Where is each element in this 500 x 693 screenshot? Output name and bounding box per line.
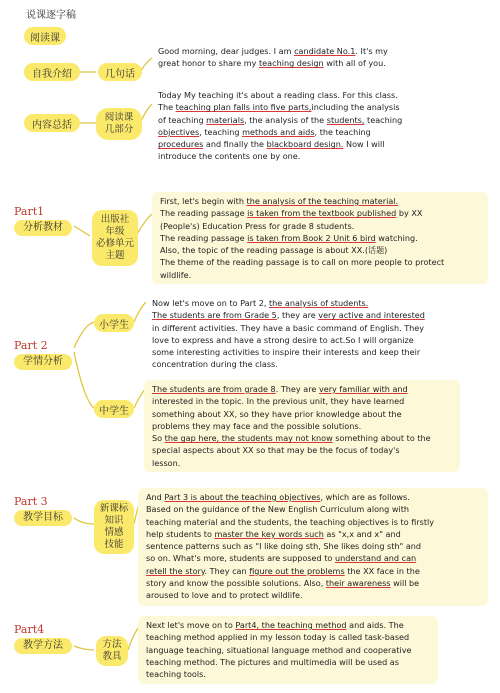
- lesson-type-badge: 阅读课: [24, 27, 66, 45]
- script-line: [158, 114, 412, 126]
- script-text: as "x,x and x" and: [323, 528, 401, 539]
- script-text: sentence patterns such as "I like doing sth, She likes doing sth" and: [146, 541, 422, 552]
- script-text: Good morning, dear judges. I am: [158, 46, 295, 56]
- script-text: teaching method applied in my lesson today is called task-based: [146, 632, 410, 643]
- part3-tag: 情感: [104, 527, 124, 538]
- script-line: [158, 150, 412, 162]
- script-text: Today My teaching it's about a reading class. For this class.: [158, 90, 398, 100]
- script-text: and aids. The: [346, 620, 404, 630]
- part3-tags: [94, 500, 134, 554]
- part4-number: Part4: [14, 623, 45, 636]
- script-line: [152, 358, 476, 370]
- script-text: Now I will: [343, 139, 385, 150]
- key-phrase: objectives: [158, 126, 200, 137]
- part3-script-box: [138, 488, 488, 606]
- script-line: [158, 126, 412, 138]
- script-line: [146, 552, 480, 564]
- part1-number: Part1: [14, 205, 45, 218]
- script-text: . It's my: [355, 46, 388, 56]
- script-line: [146, 589, 480, 601]
- script-text: interested in the topic. In the previous unit, they have learned: [152, 396, 405, 407]
- part2-primary-script-box: [144, 294, 484, 374]
- primary-students-tag: 小学生: [94, 314, 134, 332]
- part3-tag: 技能: [104, 539, 124, 550]
- script-line: [152, 444, 452, 456]
- overview-tag: 阅读课: [104, 112, 134, 123]
- script-text: Next let's move on to: [146, 620, 236, 630]
- key-phrase: very familiar with and: [318, 384, 408, 394]
- script-line: [146, 577, 480, 589]
- script-line: [158, 101, 412, 113]
- key-phrase: is taken from Book 2 Unit 6 bird: [247, 232, 376, 243]
- key-phrase: procedures: [158, 139, 204, 150]
- part2-heading: [14, 340, 72, 370]
- script-text: First, let's begin with: [160, 196, 247, 206]
- key-phrase: figure out the problems: [249, 565, 345, 576]
- script-text: teaching tools.: [146, 669, 206, 680]
- key-phrase: the gap here, the students may not know: [164, 433, 333, 444]
- script-text: introduce the contents one by one.: [158, 151, 301, 162]
- part4-tags: [96, 636, 128, 666]
- script-text: The reading passage: [160, 208, 248, 219]
- intro-script-box: [150, 42, 422, 74]
- script-line: [158, 89, 412, 101]
- script-line: [146, 644, 430, 656]
- key-phrase: understand and can: [334, 553, 417, 564]
- script-text: with all of you.: [323, 58, 386, 69]
- page-title: 说课逐字稿: [26, 10, 76, 21]
- part2-middle-script-box: [144, 380, 460, 472]
- script-text: teaching: [364, 114, 403, 125]
- part1-script-box: [152, 192, 488, 284]
- key-phrase: candidate No.1: [294, 46, 356, 56]
- script-line: [160, 244, 480, 256]
- script-line: [146, 540, 480, 552]
- script-text: And: [146, 492, 165, 502]
- script-line: [146, 503, 480, 515]
- script-text: , they are: [276, 310, 319, 321]
- overview-label: 内容总括: [24, 114, 80, 132]
- script-line: [152, 395, 452, 407]
- script-line: [152, 420, 452, 432]
- key-phrase: Part4, the teaching method: [235, 620, 347, 630]
- script-text: some interesting activities to inspire their interests and keep their: [152, 347, 421, 358]
- part1-tags: [92, 210, 138, 266]
- script-line: [152, 322, 476, 334]
- overview-script-box: [150, 86, 420, 166]
- part1-tag: 年级: [105, 226, 125, 237]
- part2-label: 学情分析: [14, 354, 72, 370]
- script-line: [146, 619, 430, 631]
- script-text: language teaching, situational language method and cooperative: [146, 644, 412, 655]
- script-text: , which are as follows.: [320, 492, 410, 502]
- script-line: [152, 383, 452, 395]
- script-text: So: [152, 433, 165, 444]
- script-text: aroused to love and to protect wildlife.: [146, 590, 303, 601]
- part1-heading: [14, 206, 72, 236]
- script-text: The: [158, 102, 176, 113]
- part3-tag: 知识: [104, 515, 124, 526]
- script-text: will be: [390, 578, 420, 589]
- part4-tag: 方法: [102, 639, 122, 650]
- key-phrase: The students are from grade 8: [152, 384, 276, 394]
- script-text: Based on the guidance of the New English Curriculum along with: [146, 504, 410, 515]
- script-line: [160, 269, 480, 281]
- key-phrase: methods and aids: [242, 126, 315, 137]
- key-phrase: blackboard design.: [266, 139, 344, 150]
- script-line: [146, 491, 480, 503]
- part3-number: Part 3: [14, 495, 48, 508]
- part3-tag: 新课标: [99, 503, 129, 514]
- script-line: [152, 346, 476, 358]
- script-line: [152, 309, 476, 321]
- script-text: something about XX, so they have prior knowledge about the: [152, 408, 402, 419]
- script-text: something about to the: [332, 433, 431, 444]
- script-text: teaching method. The pictures and multimedia will be used as: [146, 656, 399, 667]
- script-text: teaching material and the students, the teaching objectives is to firstly: [146, 516, 435, 527]
- part4-script-box: [138, 616, 438, 684]
- script-line: [160, 256, 480, 268]
- key-phrase: materials: [206, 114, 245, 125]
- script-text: concentration during the class.: [152, 359, 278, 370]
- key-phrase: students,: [326, 114, 365, 125]
- script-text: problems they may face and the possible solutions.: [152, 420, 362, 431]
- script-line: [152, 457, 452, 469]
- script-line: [146, 631, 430, 643]
- script-text: in different activities. They have a basic command of English. They: [152, 322, 425, 333]
- script-line: [146, 668, 430, 680]
- script-text: story and know the possible solutions. Also,: [146, 578, 326, 589]
- script-text: . They are: [275, 384, 319, 394]
- script-line: [152, 432, 452, 444]
- script-line: [146, 656, 430, 668]
- key-phrase: their awareness: [325, 578, 391, 589]
- script-text: special aspects about XX so that may be the focus of today's: [152, 445, 400, 456]
- script-text: . They can: [204, 565, 250, 576]
- key-phrase: retell the story: [146, 565, 205, 576]
- script-line: [158, 57, 414, 69]
- part1-tag: 出版社: [100, 214, 130, 225]
- script-line: [146, 565, 480, 577]
- middle-students-tag: 中学生: [94, 400, 134, 418]
- intro-tag: 几句话: [98, 63, 142, 81]
- script-line: [160, 232, 480, 244]
- part4-tag: 教具: [102, 651, 122, 662]
- script-text: of teaching: [158, 114, 207, 125]
- script-line: [152, 334, 476, 346]
- script-text: help students to: [146, 528, 215, 539]
- script-text: so on. What's more, students are supposed to: [146, 553, 335, 564]
- script-text: , the analysis of the: [244, 114, 327, 125]
- script-text: love to express and have a strong desire to act.So I will organize: [152, 334, 414, 345]
- part4-label: 教学方法: [14, 638, 72, 654]
- key-phrase: master the key words such: [214, 528, 324, 539]
- script-text: including the analysis: [311, 102, 400, 113]
- script-text: Also, the topic of the reading passage is about XX.(话题): [160, 245, 388, 256]
- script-text: watching.: [375, 232, 418, 243]
- script-text: great honor to share my: [158, 58, 259, 69]
- part1-tag: 必修单元: [95, 238, 134, 249]
- overview-tag: 几部分: [104, 124, 134, 135]
- part3-label: 教学目标: [14, 510, 72, 526]
- script-text: Now let's move on to Part 2,: [152, 298, 269, 308]
- key-phrase: The students are from Grade 5: [152, 310, 277, 321]
- part1-label: 分析教材: [14, 220, 72, 236]
- script-text: , teaching: [199, 126, 243, 137]
- part3-heading: [14, 496, 72, 526]
- script-line: [160, 195, 480, 207]
- script-text: The theme of the reading passage is to call on more people to protect: [160, 257, 445, 268]
- script-text: the XX face in the: [344, 565, 420, 576]
- key-phrase: teaching design: [259, 58, 324, 69]
- script-line: [158, 45, 414, 57]
- script-text: , the teaching: [314, 126, 371, 137]
- script-line: [146, 528, 480, 540]
- part2-number: Part 2: [14, 339, 48, 352]
- key-phrase: teaching plan falls into five parts,: [175, 102, 312, 113]
- key-phrase: Part 3 is about the teaching objectives: [164, 492, 321, 502]
- script-line: [152, 297, 476, 309]
- key-phrase: the analysis of the teaching material.: [246, 196, 399, 206]
- key-phrase: is taken from the textbook published: [247, 208, 397, 219]
- script-line: [158, 138, 412, 150]
- script-text: by XX: [396, 208, 423, 219]
- part4-heading: [14, 624, 72, 654]
- script-line: [152, 408, 452, 420]
- script-line: [160, 220, 480, 232]
- script-text: lesson.: [152, 457, 181, 468]
- overview-tags: [96, 108, 142, 140]
- script-text: (People's) Education Press for grade 8 students.: [160, 220, 355, 231]
- script-line: [146, 516, 480, 528]
- intro-label: 自我介绍: [24, 63, 80, 81]
- part1-tag: 主题: [105, 250, 125, 261]
- script-text: wildlife.: [160, 269, 192, 280]
- script-line: [160, 207, 480, 219]
- key-phrase: very active and interested: [318, 310, 425, 321]
- script-text: and finally the: [203, 139, 267, 150]
- script-text: The reading passage: [160, 232, 248, 243]
- key-phrase: the analysis of students.: [269, 298, 369, 308]
